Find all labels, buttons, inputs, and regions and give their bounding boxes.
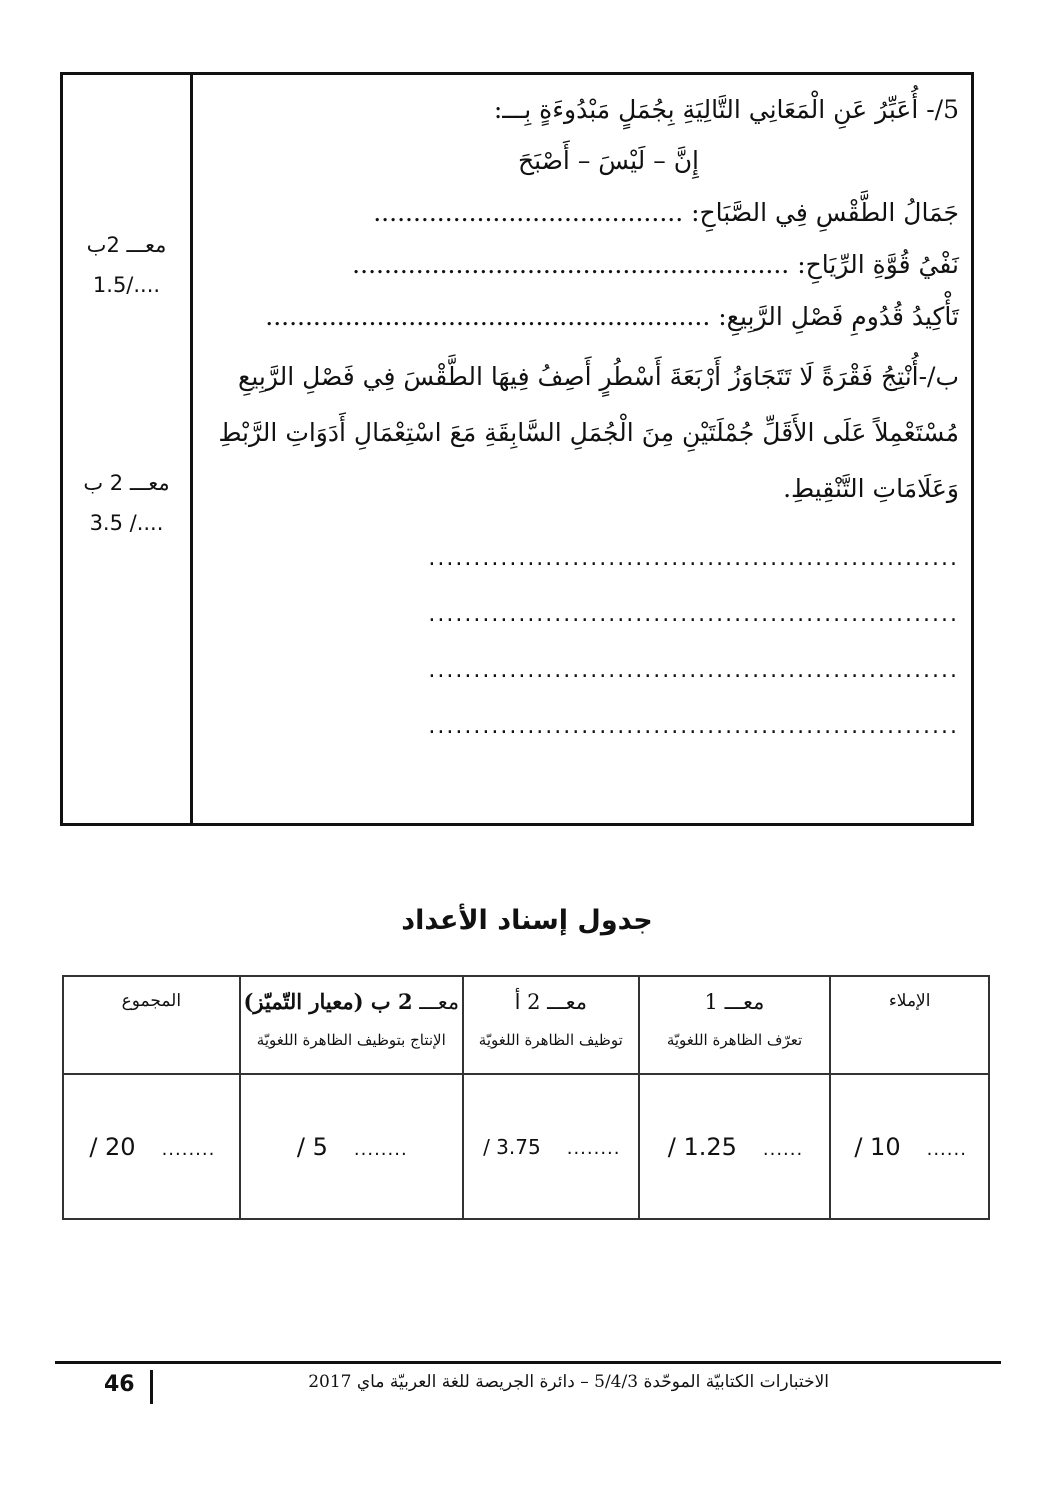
score-a-criterion: معـــ 2ب <box>86 233 167 257</box>
criterion-code <box>241 987 462 1017</box>
grades-header-cell <box>463 976 639 1074</box>
footer-divider <box>150 1370 153 1404</box>
exercise-content <box>197 75 971 823</box>
criterion-code <box>464 987 638 1017</box>
grade-max: / 5 <box>296 1132 328 1161</box>
criterion-prefix: معـــ <box>724 990 765 1014</box>
grade-blank[interactable]: ........ <box>161 1138 216 1160</box>
grade-max: / 20 <box>89 1132 136 1161</box>
grade-value <box>464 1135 638 1159</box>
exercise-box <box>60 72 974 826</box>
grades-table <box>62 975 990 1220</box>
grades-header-cell <box>639 976 831 1074</box>
criterion-prefix: معـــ <box>419 990 460 1014</box>
grades-value-cell[interactable] <box>830 1074 989 1219</box>
answer-line[interactable]: ........................................................... <box>428 658 959 683</box>
answer-lines <box>205 531 959 755</box>
question-item <box>205 239 959 291</box>
answer-blank[interactable]: ........................................................ <box>265 302 711 331</box>
criterion-label: الإنتاج بتوظيف الظاهرة اللغويّة <box>256 1031 446 1049</box>
grade-max: / 3.75 <box>483 1134 541 1159</box>
question-options: إِنَّ – لَيْسَ – أَصْبَحَ <box>518 146 699 175</box>
criterion-label: الإملاء <box>888 991 931 1011</box>
grade-blank[interactable]: ...... <box>762 1138 804 1160</box>
grades-value-cell[interactable] <box>639 1074 831 1219</box>
grades-header-cell <box>240 976 463 1074</box>
grades-header-cell <box>830 976 989 1074</box>
question-item <box>205 187 959 239</box>
criterion-number: 1 <box>704 990 718 1014</box>
grades-value-cell[interactable] <box>63 1074 240 1219</box>
criterion-prefix: معـــ <box>547 990 587 1014</box>
grade-value <box>241 1133 462 1161</box>
grades-value-cell[interactable] <box>240 1074 463 1219</box>
grade-blank[interactable]: ........ <box>353 1138 408 1160</box>
answer-line[interactable]: ........................................................... <box>428 714 959 739</box>
score-b-criterion: معـــ 2 ب <box>83 471 170 495</box>
footer-text: الاختبارات الكتابيّة الموحّدة 5/4/3 – دائرة الجريصة للغة العربيّة ماي 2017 <box>308 1372 829 1392</box>
grades-value-cell[interactable] <box>463 1074 639 1219</box>
grade-value <box>640 1133 830 1161</box>
answer-line[interactable]: ........................................................... <box>428 602 959 627</box>
answer-line[interactable]: ........................................................... <box>428 546 959 571</box>
grades-table-title: جدول إسناد الأعداد <box>401 905 653 936</box>
footer-rule <box>55 1361 1001 1364</box>
score-block-a <box>63 225 190 305</box>
grade-max: / 1.25 <box>667 1132 737 1161</box>
criterion-label: تعرّف الظاهرة اللغويّة <box>666 1031 803 1049</box>
grades-value-row <box>63 1074 989 1219</box>
grades-header-cell <box>63 976 240 1074</box>
grade-blank[interactable]: ...... <box>926 1138 967 1160</box>
question-item-label: جَمَالُ الطَّقْسِ فِي الصَّبَاحِ: <box>691 198 959 227</box>
answer-blank[interactable]: ....................................... <box>373 198 684 227</box>
grade-value <box>64 1133 239 1161</box>
criterion-number: 2 ب (معيار التّميّز) <box>243 989 413 1014</box>
score-b-mark: 3.5 /.... <box>89 511 164 535</box>
question-title: 5/- أُعَبِّرُ عَنِ الْمَعَانِي التَّالِيَةِ بِجُمَلٍ مَبْدُوءَةٍ بِـــ: <box>493 95 959 124</box>
question-item-label: نَفْيُ قُوَّةِ الرِّيَاحِ: <box>797 250 959 279</box>
question-item-label: تَأْكِيدُ قُدُومِ فَصْلِ الرَّبِيعِ: <box>718 302 959 331</box>
criterion-label: المجموع <box>121 991 182 1011</box>
score-column <box>63 75 193 823</box>
question-part-b: ب/-أُنْتِجُ فَقْرَةً لَا تَتَجَاوَزُ أَرْبَعَةَ أَسْطُرٍ أَصِفُ فِيهَا الطَّقْسَ فِي فَصْلِ الرَّبِيعِ مُسْتَعْمِلاً عَلَى الأَقَلِّ جُمْلَتَيْنِ مِنَ الْجُمَلِ السَّابِقَةِ مَعَ اسْتِعْمَالِ أَدَوَاتِ الرَّبْطِ وَعَلَامَاتِ التَّنْقِيطِ. <box>218 362 959 503</box>
question-item <box>205 291 959 343</box>
answer-blank[interactable]: ....................................................... <box>352 250 790 279</box>
page-number: 46 <box>104 1372 135 1397</box>
grade-max: / 10 <box>854 1132 901 1161</box>
criterion-label: توظيف الظاهرة اللغويّة <box>478 1031 623 1049</box>
score-block-b <box>63 463 190 543</box>
criterion-number: 2 أ <box>514 990 541 1014</box>
criterion-code <box>640 987 830 1017</box>
grade-value <box>831 1133 988 1161</box>
grades-header-row <box>63 976 989 1074</box>
score-a-mark: 1.5/.... <box>92 273 161 297</box>
grade-blank[interactable]: ........ <box>566 1137 621 1159</box>
